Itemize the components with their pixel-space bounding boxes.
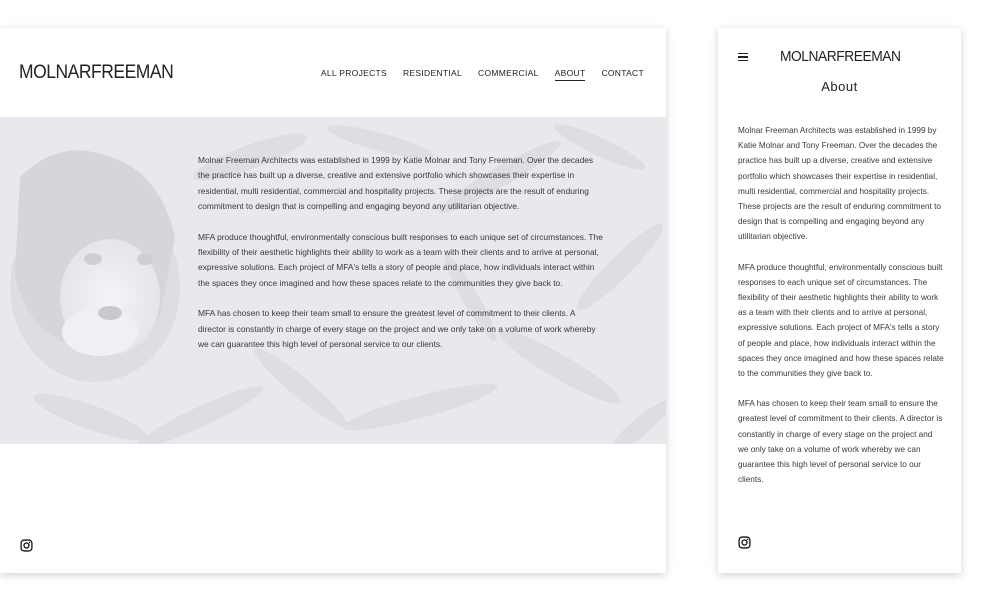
nav-item-about[interactable]: ABOUT [555,68,586,81]
about-paragraph-2: MFA produce thoughtful, environmentally conscious built responses to each unique set of circumstances. The flexibility of their aesthetic highlights their ability to work as a team with their clients and to arrive at personal, expressive solutions. Each project of MFA's tells a story of people and place, how individuals interact within the spaces they once imagined and how these spaces relate to the communities they give back to. [198,231,603,288]
nav-item-all-projects[interactable]: ALL PROJECTS [320,68,387,78]
instagram-icon[interactable] [20,539,33,552]
page-title: About [821,79,858,94]
hero-background-image [0,117,666,444]
brand-logo-mobile[interactable]: MOLNARFREEMAN [780,48,901,65]
nav-item-contact[interactable]: CONTACT [601,68,644,78]
desktop-view [0,28,666,573]
about-text-block-mobile [738,123,944,502]
brand-logo[interactable]: MOLNARFREEMAN [19,62,174,83]
about-paragraph-3: MFA has chosen to keep their team small to ensure the greatest level of commitment to their clients. A director is constantly in charge of every stage on the project and we only take on a volume of work whereby we can guarantee this high level of personal service to our clients. [198,308,596,350]
nav-item-commercial[interactable]: COMMERCIAL [478,68,539,78]
instagram-icon-mobile[interactable] [738,536,751,549]
about-paragraph-3-mobile: MFA has chosen to keep their team small to ensure the greatest level of commitment to their clients. A director is constantly in charge of every stage on the project and we only take on a volume of work whereby we can guarantee this high level of personal service to our clients. [738,399,943,485]
hamburger-menu-icon[interactable] [738,53,748,61]
mobile-view [718,28,961,573]
about-text-block [198,153,603,367]
about-paragraph-1-mobile: Molnar Freeman Architects was established in 1999 by Katie Molnar and Tony Freeman. Over the decades the practice has built up a diverse, creative and extensive portfolio which showcases their expertise in residential, multi residential, commercial and hospitality projects. These projects are the result of enduring commitment to design that is compelling and engaging beyond any utilitarian objective. [738,126,941,242]
about-paragraph-2-mobile: MFA produce thoughtful, environmentally conscious built responses to each unique set of circumstances. The flexibility of their aesthetic highlights their ability to work as a team with their clients and to arrive at personal, expressive solutions. Each project of MFA's tells a story of people and place, how individuals interact within the spaces they once imagined and how these spaces relate to the communities they give back to. [738,262,944,379]
about-paragraph-1: Molnar Freeman Architects was established in 1999 by Katie Molnar and Tony Freeman. Over the decades the practice has built up a diverse, creative and extensive portfolio which showcases their expertise in residential, multi residential, commercial and hospitality projects. These projects are the result of enduring commitment to design that is compelling and engaging beyond any utilitarian objective. [198,155,594,212]
main-nav [321,68,644,81]
nav-item-residential[interactable]: RESIDENTIAL [402,68,463,78]
